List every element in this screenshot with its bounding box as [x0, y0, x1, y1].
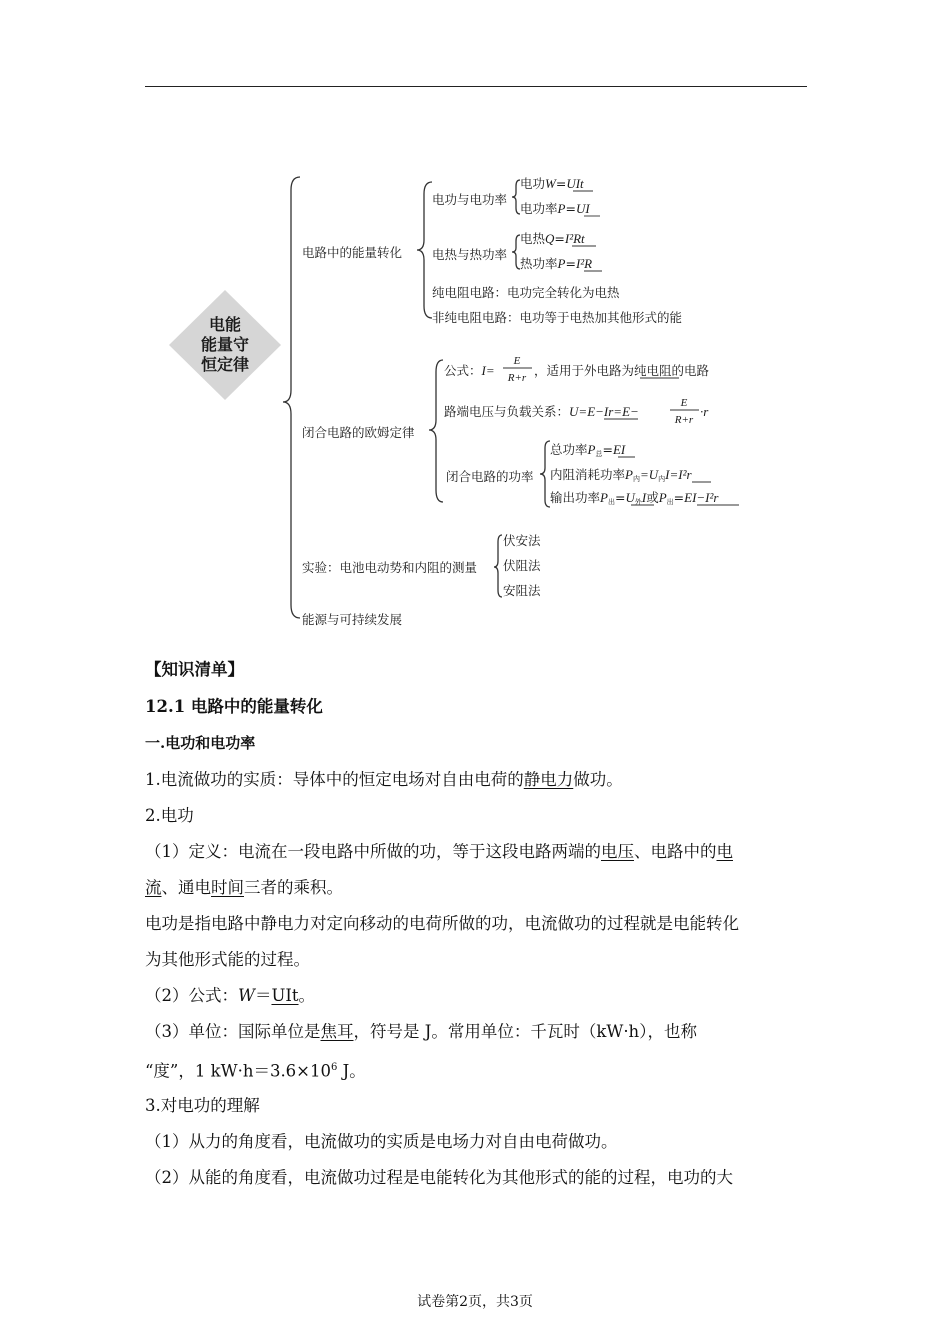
- subsection-title: 一.电功和电功率: [145, 734, 256, 752]
- sub2-label: 电热与热功率: [432, 247, 508, 262]
- method-voltammetry: 伏安法: [503, 533, 541, 548]
- p1-tail: 做功。: [573, 770, 623, 789]
- branch4-label: 能源与可持续发展: [302, 612, 403, 627]
- p6-a: （3）单位：国际单位是: [145, 1022, 321, 1041]
- p3-c: 、通电: [161, 878, 211, 897]
- method-current-resistance: 安阻法: [503, 583, 541, 598]
- terminal-tail: ·r: [700, 404, 709, 419]
- p3-a: （1）定义：电流在一段电路中所做的功，等于这段电路两端的: [145, 842, 601, 861]
- sub1-brace: [512, 180, 520, 214]
- p6-answer: 焦耳: [320, 1022, 354, 1041]
- sub2-brace: [512, 235, 520, 269]
- paragraph-7: 3.对电功的理解: [145, 1096, 260, 1115]
- terminal-voltage: 路端电压与负载关系：U=E−Ir=E−: [444, 404, 639, 419]
- ohm-formula-condition: ，适用于外电路为纯电阻的电路: [534, 363, 710, 378]
- page-footer: 试卷第2页，共3页: [417, 1294, 533, 1310]
- p6-b: ，符号是 J。常用单位：千瓦时（kW·h），也称: [353, 1022, 697, 1041]
- p5-prefix: （2）公式：: [145, 986, 238, 1005]
- paragraph-4-line-2: 为其他形式能的过程。: [145, 950, 310, 969]
- p5-answer: UIt: [271, 986, 299, 1005]
- ohm-formula-numerator: E: [513, 355, 521, 367]
- sub2-leaf1: 电热Q=I²Rt: [520, 231, 585, 246]
- p3-answer-current-part2: 流: [145, 878, 162, 897]
- p3-answer-voltage: 电压: [601, 842, 634, 861]
- paragraph-8: （1）从力的角度看，电流做功的实质是电场力对自由电荷做功。: [145, 1132, 618, 1151]
- terminal-denominator: R+r: [674, 414, 694, 426]
- p6-line2-a: “度”，1 kW·h＝3.6×10: [145, 1061, 332, 1081]
- power-label: 闭合电路的功率: [446, 469, 534, 484]
- non-pure-resistor-item: 非纯电阻电路：电功等于电热加其他形式的能: [432, 310, 683, 325]
- root-line-2: 能量守: [200, 335, 250, 354]
- pure-resistor-item: 纯电阻电路：电功完全转化为电热: [432, 285, 620, 300]
- p5-eq: ＝: [254, 986, 272, 1005]
- paragraph-9: （2）从能的角度看，电流做功过程是电能转化为其他形式的能的过程，电功的大: [145, 1168, 733, 1187]
- p3-answer-time: 时间: [211, 878, 244, 897]
- paragraph-3-line-2: [145, 869, 807, 906]
- paragraph-6-line-2: [145, 1049, 807, 1090]
- inner-power: 内阻消耗功率P内=U内I=I²r: [550, 467, 692, 483]
- paragraph-3-line-1: [145, 833, 807, 870]
- branch1-label: 电路中的能量转化: [302, 245, 403, 260]
- sub1-label: 电功与电功率: [432, 192, 508, 207]
- sub2-leaf2: 热功率P=I²R: [520, 256, 593, 271]
- ohm-formula: 公式：I=: [444, 363, 495, 378]
- branch2-brace: [429, 360, 443, 502]
- p5-var: W: [238, 986, 255, 1005]
- paragraph-5: [145, 977, 807, 1014]
- main-brace: [283, 177, 300, 618]
- section-title: 12.1 电路中的能量转化: [145, 697, 323, 716]
- p6-line2-b: J。: [337, 1061, 366, 1081]
- paragraph-4-line-1: 电功是指电路中静电力对定向移动的电荷所做的功，电流做功的过程就是电能转化: [145, 914, 739, 933]
- mind-map: [0, 0, 950, 640]
- p3-d: 三者的乘积。: [244, 878, 343, 897]
- branch3-label: 实验：电池电动势和内阻的测量: [302, 560, 478, 575]
- p3-b: 、电路中的: [634, 842, 717, 861]
- p1-text: 1.电流做功的实质：导体中的恒定电场对自由电荷的: [145, 770, 524, 789]
- p6-exponent: 6: [331, 1062, 338, 1073]
- ohm-formula-denominator: R+r: [507, 372, 527, 384]
- p3-answer-current-part1: 电: [716, 842, 733, 861]
- branch3-brace: [494, 535, 502, 597]
- root-line-1: 电能: [208, 315, 242, 334]
- paragraph-6-line-1: [145, 1013, 807, 1050]
- sub1-leaf1: 电功W=UIt: [520, 176, 584, 191]
- paragraph-1: [145, 761, 807, 798]
- p5-tail: 。: [298, 986, 316, 1005]
- sub1-leaf2: 电功率P=UI: [520, 201, 590, 216]
- power-brace: [540, 441, 550, 507]
- output-power: 输出功率P出=U外I或P出=EI−I²r: [550, 490, 719, 506]
- paragraph-2: 2.电功: [145, 806, 194, 825]
- branch1-brace: [417, 182, 432, 318]
- p1-answer: 静电力: [523, 770, 574, 789]
- branch2-label: 闭合电路的欧姆定律: [302, 425, 415, 440]
- section-tag: 【知识清单】: [145, 660, 244, 679]
- terminal-numerator: E: [680, 397, 688, 409]
- total-power: 总功率P总=EI: [550, 442, 626, 458]
- method-voltage-resistance: 伏阻法: [503, 558, 541, 573]
- root-line-3: 恒定律: [200, 355, 250, 374]
